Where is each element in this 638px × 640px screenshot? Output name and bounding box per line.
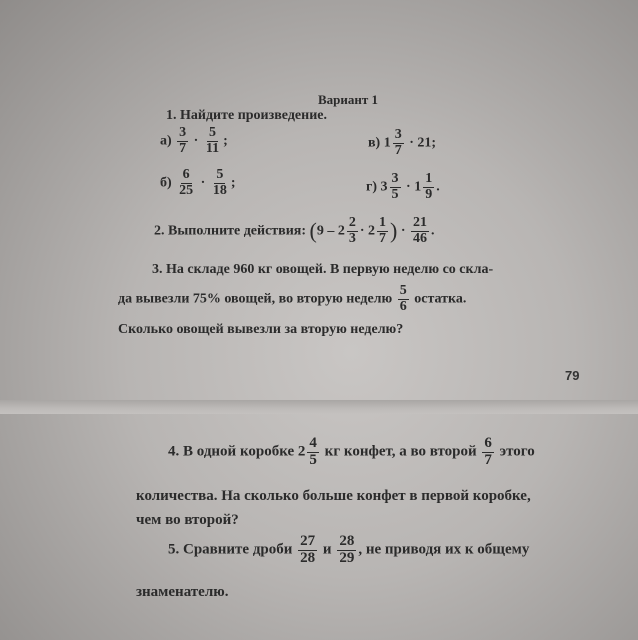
task3-line3: Сколько овощей вывезли за вторую неделю? [118,322,404,337]
task3-line1: 3. На складе 960 кг овощей. В первую неделю со скла- [152,262,494,277]
page-number: 79 [565,368,580,383]
fraction: $\frac{28}{29}$ [339,533,355,566]
fraction: $\frac{4}{5}$ [309,435,317,468]
task5-line1: 5. Сравните дроби $\frac{27}{28}$ и $\frac{28}{29}$ , не приводя их к общему [168,533,530,566]
fraction: $\frac{3}{7}$ [394,127,402,158]
task1-b: б) $\frac{6}{25}$ · $\frac{5}{18}$ ; [160,167,236,198]
fraction: $\frac{1}{9}$ [425,171,433,202]
variant-title: Вариант 1 [318,92,379,107]
task1-a: а) $\frac{3}{7}$ · $\frac{5}{11}$ ; [160,125,228,156]
fraction: $\frac{6}{7}$ [484,435,492,468]
task5-line2: знаменателю. [136,584,229,600]
task1-heading: 1. Найдите произведение. [166,108,327,123]
fraction: $\frac{5}{18}$ [212,167,227,198]
fraction: $\frac{5}{6}$ [399,283,407,314]
fraction: $\frac{3}{7}$ [179,125,187,156]
task2-heading: 2. Выполните действия: [154,223,307,239]
fraction: $\frac{5}{11}$ [205,125,220,156]
task4-line2: количества. На сколько больше конфет в первой коробке, [136,488,531,504]
fraction: $\frac{21}{46}$ [413,215,428,246]
task2: 2. Выполните действия: (9 – 2 $\frac{2}{3}$ · 2 $\frac{1}{7}$ ) · $\frac{21}{46}$ . [154,215,435,246]
task1-a-label: а) [160,133,172,149]
page-fold [0,400,638,414]
task4-line3: чем во второй? [136,512,239,528]
fraction: $\frac{2}{3}$ [348,215,356,246]
task1-v: в) 1 $\frac{3}{7}$ · 21; [368,127,437,158]
fraction: $\frac{6}{25}$ [179,167,194,198]
fraction: $\frac{1}{7}$ [379,215,387,246]
fraction: $\frac{27}{28}$ [300,533,316,566]
fraction: $\frac{3}{5}$ [391,171,399,202]
task1-g: г) 3 $\frac{3}{5}$ · 1 $\frac{1}{9}$ . [366,171,440,202]
task4-line1: 4. В одной коробке 2 $\frac{4}{5}$ кг конфет, а во второй $\frac{6}{7}$ этого [168,435,535,468]
task3-line2: да вывезли 75% овощей, во вторую неделю $\frac{5}{6}$ остатка. [118,283,467,314]
